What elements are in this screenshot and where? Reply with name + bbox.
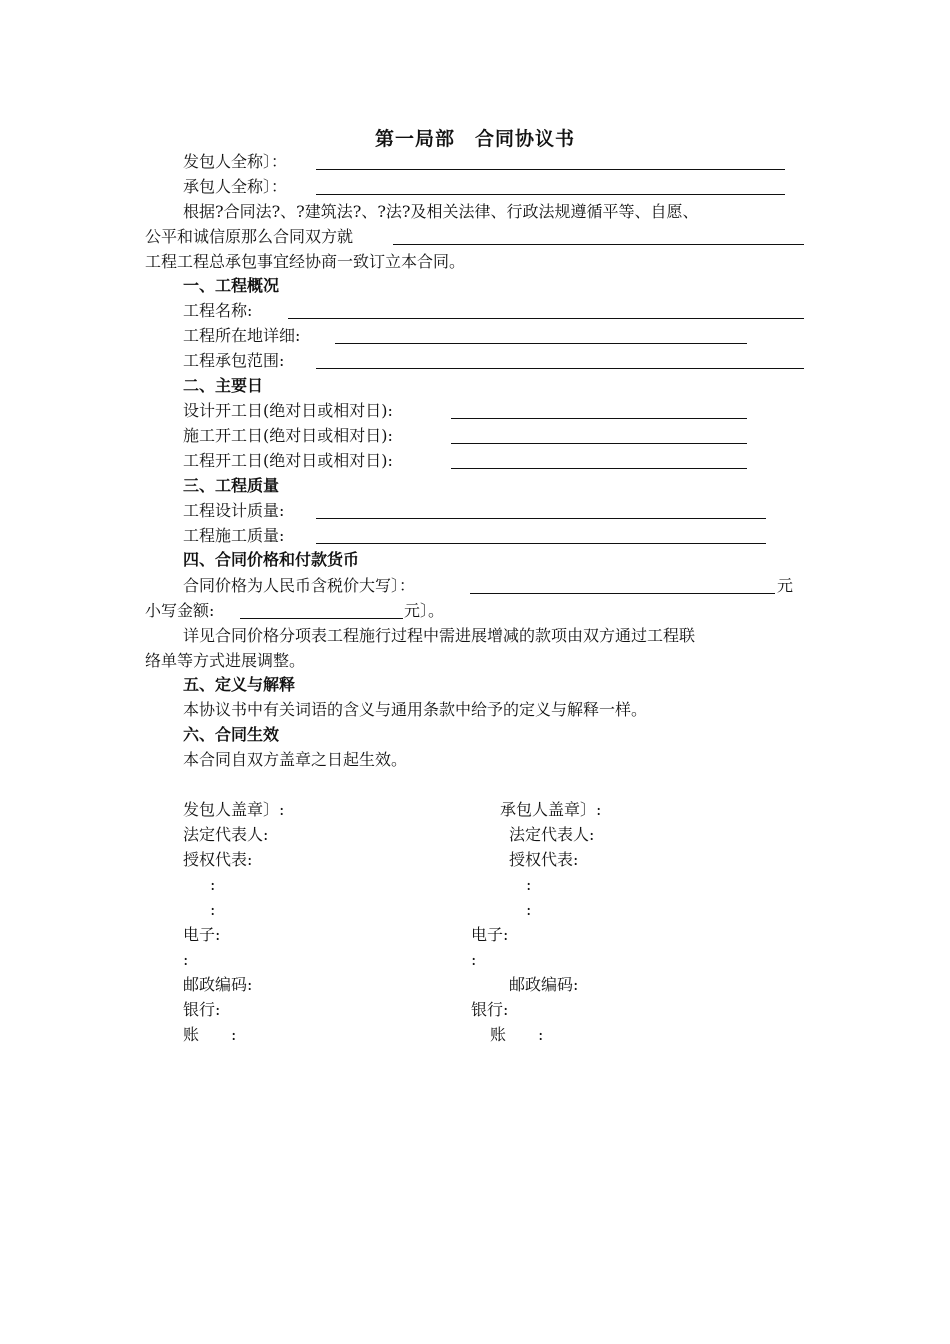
small-amount-label: 小写金额:	[145, 601, 215, 620]
employer-line	[183, 150, 287, 174]
intro-line-3: 工程工程总承包事宜经协商一致订立本合同。	[145, 252, 466, 271]
contractor-legal-rep-label: 法定代表人:	[509, 825, 595, 844]
employer-bank-label: 银行:	[183, 1000, 221, 1019]
employer-blank-1: :	[210, 875, 216, 894]
section-3-heading: 三、工程质量	[183, 476, 280, 495]
contractor-blank-2: :	[526, 900, 532, 919]
section-1-heading: 一、工程概况	[183, 276, 280, 295]
design-quality-field[interactable]	[316, 500, 766, 519]
employer-blank-3: :	[183, 950, 189, 969]
contractor-line	[183, 175, 287, 199]
employer-auth-rep-label: 授权代表:	[183, 850, 253, 869]
design-start-label: 设计开工日(绝对日或相对日):	[183, 401, 393, 420]
contractor-postcode-label: 邮政编码:	[509, 975, 579, 994]
design-quality-label: 工程设计质量:	[183, 501, 285, 520]
price-detail-line-1: 详见合同价格分项表工程施行过程中需进展增减的款项由双方通过工程联	[183, 626, 696, 645]
small-amount-field[interactable]	[240, 600, 403, 619]
employer-legal-rep-label: 法定代表人:	[183, 825, 269, 844]
construction-start-field[interactable]	[451, 425, 747, 444]
price-yuan-unit: 元	[777, 576, 794, 595]
price-detail-line-2: 络单等方式进展调整。	[145, 651, 306, 670]
project-name-field[interactable]	[288, 300, 804, 319]
construction-start-label: 施工开工日(绝对日或相对日):	[183, 426, 393, 445]
contractor-label: 承包人全称〕：	[183, 177, 288, 196]
section-2-heading: 二、主要日	[183, 376, 264, 395]
effectiveness-text: 本合同自双方盖章之日起生效。	[183, 750, 408, 769]
construction-quality-label: 工程施工质量:	[183, 526, 285, 545]
contractor-email-label: 电子:	[471, 925, 509, 944]
section-4-heading: 四、合同价格和付款货币	[183, 550, 360, 569]
contractor-account-label: 账 :	[490, 1025, 544, 1044]
employer-seal-label: 发包人盖章〕:	[183, 800, 285, 819]
contractor-auth-rep-label: 授权代表:	[509, 850, 579, 869]
project-location-label: 工程所在地详细:	[183, 326, 301, 345]
project-start-label: 工程开工日(绝对日或相对日):	[183, 451, 393, 470]
employer-blank-2: :	[210, 900, 216, 919]
price-label: 合同价格为人民币含税价大写〕：	[183, 576, 416, 595]
employer-label: 发包人全称〕：	[183, 152, 288, 171]
employer-postcode-label: 邮政编码:	[183, 975, 253, 994]
small-amount-suffix: 元〕。	[404, 601, 445, 620]
definitions-text: 本协议书中有关词语的含义与通用条款中给予的定义与解释一样。	[183, 700, 648, 719]
project-scope-label: 工程承包范围:	[183, 351, 285, 370]
project-subject-field[interactable]	[393, 226, 804, 245]
section-5-heading: 五、定义与解释	[183, 675, 296, 694]
intro-line-1: 根据?合同法?、?建筑法?、?法?及相关法律、行政法规遵循平等、自愿、	[183, 202, 699, 221]
construction-quality-field[interactable]	[316, 525, 766, 544]
contractor-name-field[interactable]	[316, 176, 785, 195]
price-capital-field[interactable]	[470, 575, 775, 594]
contractor-seal-label: 承包人盖章〕:	[500, 800, 602, 819]
intro-line-2: 公平和诚信原那么合同双方就	[145, 227, 354, 246]
employer-name-field[interactable]	[316, 151, 785, 170]
employer-email-label: 电子:	[183, 925, 221, 944]
page-title: 第一局部 合同协议书	[374, 128, 575, 150]
contractor-bank-label: 银行:	[471, 1000, 509, 1019]
project-scope-field[interactable]	[316, 350, 804, 369]
design-start-field[interactable]	[451, 400, 747, 419]
project-location-field[interactable]	[335, 325, 747, 344]
section-6-heading: 六、合同生效	[183, 725, 280, 744]
contractor-blank-3: :	[471, 950, 477, 969]
project-name-label: 工程名称:	[183, 301, 253, 320]
project-start-field[interactable]	[451, 450, 747, 469]
employer-account-label: 账 :	[183, 1025, 237, 1044]
contractor-blank-1: :	[526, 875, 532, 894]
